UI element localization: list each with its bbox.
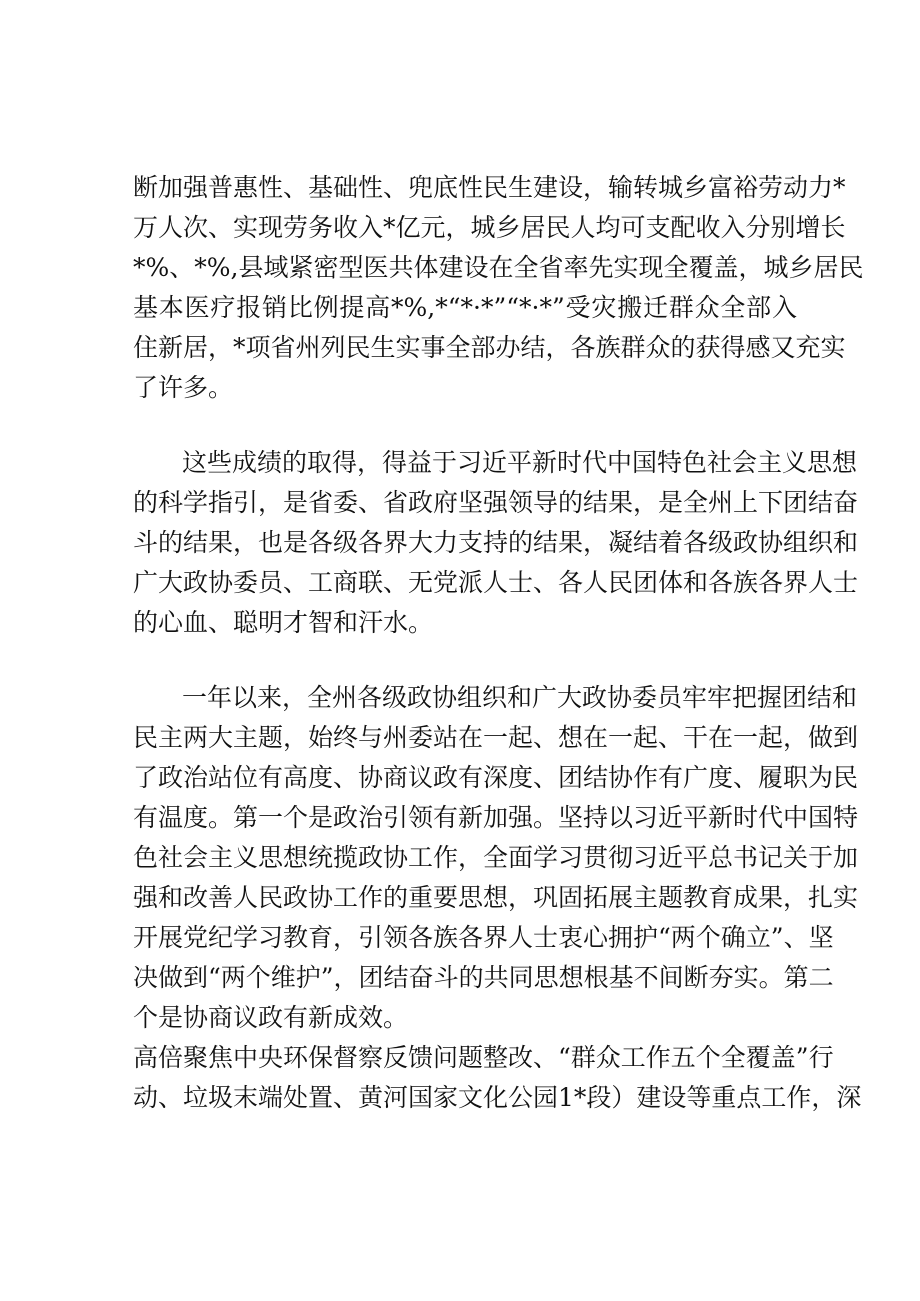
text-line: 的科学指引，是省委、省政府坚强领导的结果，是全州上下团结奋 (133, 488, 859, 517)
text-line: 有温度。第一个是政治引领有新加强。坚持以习近平新时代中国特 (133, 803, 859, 832)
text-line: 决做到“两个维护”，团结奋斗的共同思想根基不间断夯实。第二 (133, 963, 834, 992)
text-line: 这些成绩的取得，得益于习近平新时代中国特色社会主义思想 (182, 448, 858, 477)
text-line: 色社会主义思想统揽政协工作，全面学习贯彻习近平总书记关于加 (133, 843, 859, 872)
text-line: 强和改善人民政协工作的重要思想，巩固拓展主题教育成果，扎实 (133, 883, 859, 912)
text-line: 广大政协委员、工商联、无党派人士、各人民团体和各族各界人士 (133, 568, 859, 597)
text-line: 了许多。 (133, 373, 234, 402)
text-line: 一年以来，全州各级政协组织和广大政协委员牢牢把握团结和 (182, 683, 858, 712)
text-line: 开展党纪学习教育，引领各族各界人士衷心拥护“两个确立”、坚 (133, 923, 834, 952)
text-line: 个是协商议政有新成效。 (133, 1003, 409, 1032)
text-line: 高倍聚焦中央环保督察反馈问题整改、“群众工作五个全覆盖”行 (133, 1043, 834, 1072)
text-line: 住新居，*项省州列民生实事全部办结，各族群众的获得感又充实 (133, 333, 846, 362)
text-line: *%、*%,县域紧密型医共体建设在全省率先实现全覆盖，城乡居民 (133, 253, 864, 282)
text-line: 断加强普惠性、基础性、兜底性民生建设，输转城乡富裕劳动力* (133, 173, 846, 202)
text-line: 了政治站位有高度、协商议政有深度、团结协作有广度、履职为民 (133, 763, 859, 792)
text-line: 基本医疗报销比例提高*%,*“*·*”“*·*”受灾搬迁群众全部入 (133, 293, 797, 322)
text-line: 民主两大主题，始终与州委站在一起、想在一起、干在一起，做到 (133, 723, 859, 752)
text-line: 的心血、聪明才智和汗水。 (133, 608, 434, 637)
text-line: 斗的结果，也是各级各界大力支持的结果，凝结着各级政协组织和 (133, 528, 859, 557)
text-line: 动、垃圾末端处置、黄河国家文化公园1*段）建设等重点工作，深 (133, 1083, 862, 1112)
text-line: 万人次、实现劳务收入*亿元，城乡居民人均可支配收入分别增长 (133, 213, 846, 242)
